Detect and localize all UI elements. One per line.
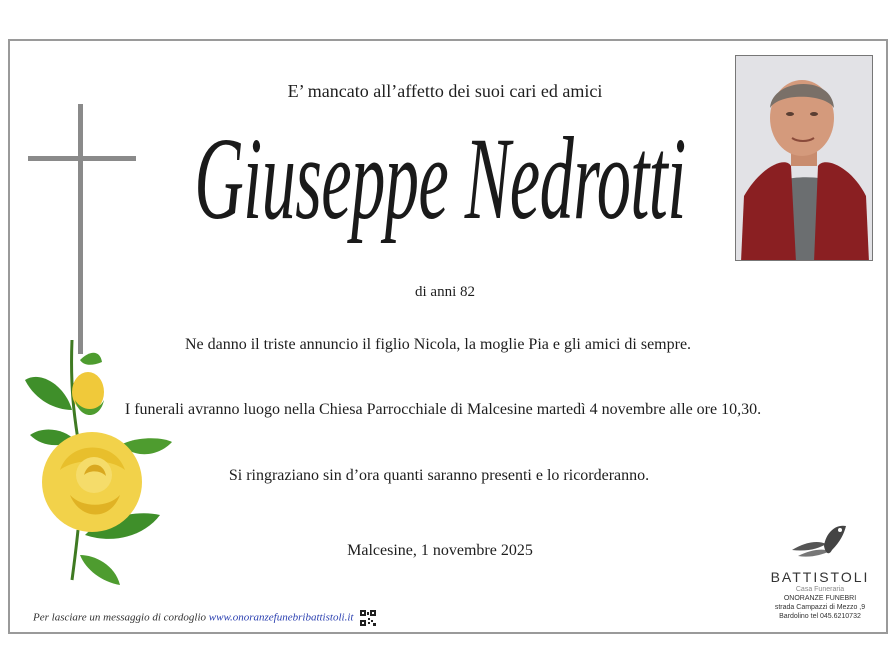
bird-logo-icon <box>790 520 850 564</box>
cross-icon <box>28 104 138 354</box>
logo-brand: BATTISTOLI <box>770 569 870 585</box>
logo-service: ONORANZE FUNEBRI <box>783 595 857 602</box>
funeral-text: I funerali avranno luogo nella Chiesa Parrocchiale di Malcesine martedì 4 novembre alle ore 10,30. <box>124 401 762 418</box>
funeral-home-logo <box>760 520 880 621</box>
announcement-text: Ne danno il triste annuncio il figlio Nicola, la moglie Pia e gli amici di sempre. <box>184 336 692 353</box>
website-link[interactable]: www.onoranzefunebribattistoli.it <box>208 611 354 624</box>
condolence-footer <box>33 610 376 626</box>
logo-subtitle: Casa Funeraria <box>795 586 845 593</box>
deceased-name: Giuseppe Nedrotti <box>194 113 686 244</box>
portrait-illustration <box>736 56 873 261</box>
intro-text: E’ mancato all’affetto dei suoi cari ed amici <box>287 81 603 101</box>
place-date-text: Malcesine, 1 novembre 2025 <box>347 542 533 559</box>
condolence-message: Per lasciare un messaggio di cordoglio <box>33 611 207 624</box>
logo-address: strada Campazzi di Mezzo ,9 <box>774 604 866 611</box>
thanks-text: Si ringraziano sin d’ora quanti saranno presenti e lo ricorderanno. <box>228 467 650 484</box>
logo-phone: Bardolino tel 045.6210732 <box>779 613 861 620</box>
portrait-photo <box>735 55 873 261</box>
age-text: di anni 82 <box>415 284 475 300</box>
qr-code-icon <box>360 610 376 626</box>
